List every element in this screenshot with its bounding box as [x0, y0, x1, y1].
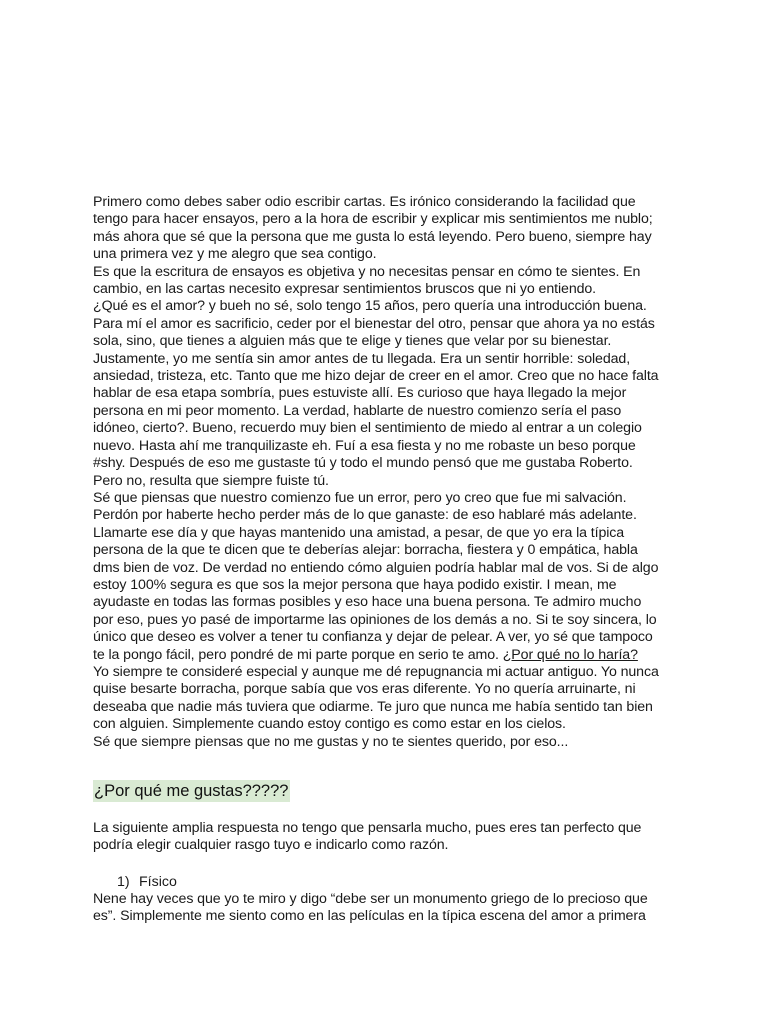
- letter-line: quise besarte borracha, porque sabía que vos eras diferente. Yo no quería arruinarte, ni: [93, 681, 636, 698]
- letter-line: Sé que siempre piensas que no me gustas y no te sientes querido, por eso...: [93, 733, 569, 750]
- letter-line: Perdón por haberte hecho perder más de lo que ganaste: de eso hablaré más adelante.: [93, 507, 637, 524]
- letter-line: ¿Qué es el amor? y bueh no sé, solo tengo 15 años, pero quería una introducción buena.: [93, 298, 647, 315]
- letter-line: Para mí el amor es sacrificio, ceder por el bienestar del otro, pensar que ahora ya no estás: [93, 315, 655, 332]
- letter-line-text: te la pongo fácil, pero pondré de mi parte porque en serio te amo.: [93, 646, 503, 663]
- section-body: [93, 891, 678, 926]
- letter-line: persona en mi peor momento. La verdad, hablarte de nuestro comienzo sería el paso: [93, 402, 622, 419]
- letter-line: persona de la que te dicen que te deberías alejar: borracha, fiestera y 0 empática, habla: [93, 542, 638, 559]
- letter-line: estoy 100% segura es que sos la mejor persona que haya podido existir. I mean, me: [93, 576, 617, 593]
- letter-line: por eso, pues yo pasé de importarme las opiniones de los demás a no. Si te soy sincera, lo: [93, 611, 657, 628]
- letter-line: hablar de esa etapa sombría, pues estuviste allí. Es curioso que haya llegado la mejor: [93, 385, 627, 402]
- letter-line: nuevo. Hasta ahí me tranquilizaste eh. Fuí a esa fiesta y no me robaste un beso porque: [93, 437, 636, 454]
- letter-line: sola, sino, que tienes a alguien más que te elige y tienes que velar por su bienestar.: [93, 333, 612, 350]
- letter-line: único que deseo es volver a tener tu confianza y dejar de pelear. A ver, yo sé que tampoco: [93, 629, 653, 646]
- list-item-fisico: [117, 874, 177, 891]
- body-line: Nene hay veces que yo te miro y digo “debe ser un monumento griego de lo precioso que: [93, 891, 648, 907]
- letter-line: una primera vez y me alegro que sea contigo.: [93, 246, 377, 263]
- letter-line: Yo siempre te consideré especial y aunque me dé repugnancia mi actuar antiguo. Yo nunca: [93, 663, 659, 680]
- body-line: es”. Simplemente me siento como en las películas en la típica escena del amor a primera: [93, 908, 646, 925]
- letter-line-with-question: [93, 647, 678, 664]
- intro-line: podría elegir cualquier rasgo tuyo e indicarlo como razón.: [93, 837, 449, 854]
- letter-line: #shy. Después de eso me gustaste tú y todo el mundo pensó que me gustaba Roberto.: [93, 455, 633, 472]
- section-intro: [93, 820, 678, 855]
- letter-line: deseaba que nadie más tuviera que odiarme. Te juro que nunca me había sentido tan bien: [93, 698, 653, 715]
- letter-line: Es que la escritura de ensayos es objetiva y no necesitas pensar en cómo te sientes. En: [93, 263, 641, 280]
- letter-line: dms bien de voz. De verdad no entiendo cómo alguien podría hablar mal de vos. Si de algo: [93, 559, 659, 576]
- list-number: 1): [117, 874, 130, 890]
- list-label: Físico: [139, 874, 177, 890]
- letter-body: [93, 194, 678, 751]
- letter-line: más ahora que sé que la persona que me gusta lo está leyendo. Pero bueno, siempre hay: [93, 228, 652, 245]
- intro-line: La siguiente amplia respuesta no tengo que pensarla mucho, pues eres tan perfecto que: [93, 820, 642, 836]
- section-heading: ¿Por qué me gustas?????: [94, 782, 289, 800]
- letter-line: Sé que piensas que nuestro comienzo fue un error, pero yo creo que fue mi salvación.: [93, 489, 627, 506]
- letter-line: Primero como debes saber odio escribir cartas. Es irónico considerando la facilidad que: [93, 194, 636, 210]
- letter-line: Llamarte ese día y que hayas mantenido una amistad, a pesar, de que yo era la típica: [93, 524, 625, 541]
- letter-line: con alguien. Simplemente cuando estoy contigo es como estar en los cielos.: [93, 716, 566, 733]
- letter-line: idóneo, cierto?. Bueno, recuerdo muy bien el sentimiento de miedo al entrar a un colegio: [93, 420, 642, 437]
- letter-line: cambio, en las cartas necesito expresar sentimientos bruscos que ni yo entiendo.: [93, 281, 597, 298]
- letter-line: Justamente, yo me sentía sin amor antes de tu llegada. Era un sentir horrible: soledad,: [93, 350, 631, 367]
- letter-line: Pero no, resulta que siempre fuiste tú.: [93, 472, 329, 489]
- underlined-question: ¿Por qué no lo haría?: [502, 646, 638, 663]
- letter-line: ansiedad, tristeza, etc. Tanto que me hizo dejar de creer en el amor. Creo que no hace falta: [93, 368, 659, 385]
- letter-line: tengo para hacer ensayos, pero a la hora de escribir y explicar mis sentimientos me nublo;: [93, 211, 653, 228]
- letter-line: ayudaste en todas las formas posibles y eso hace una buena persona. Te admiro mucho: [93, 594, 642, 611]
